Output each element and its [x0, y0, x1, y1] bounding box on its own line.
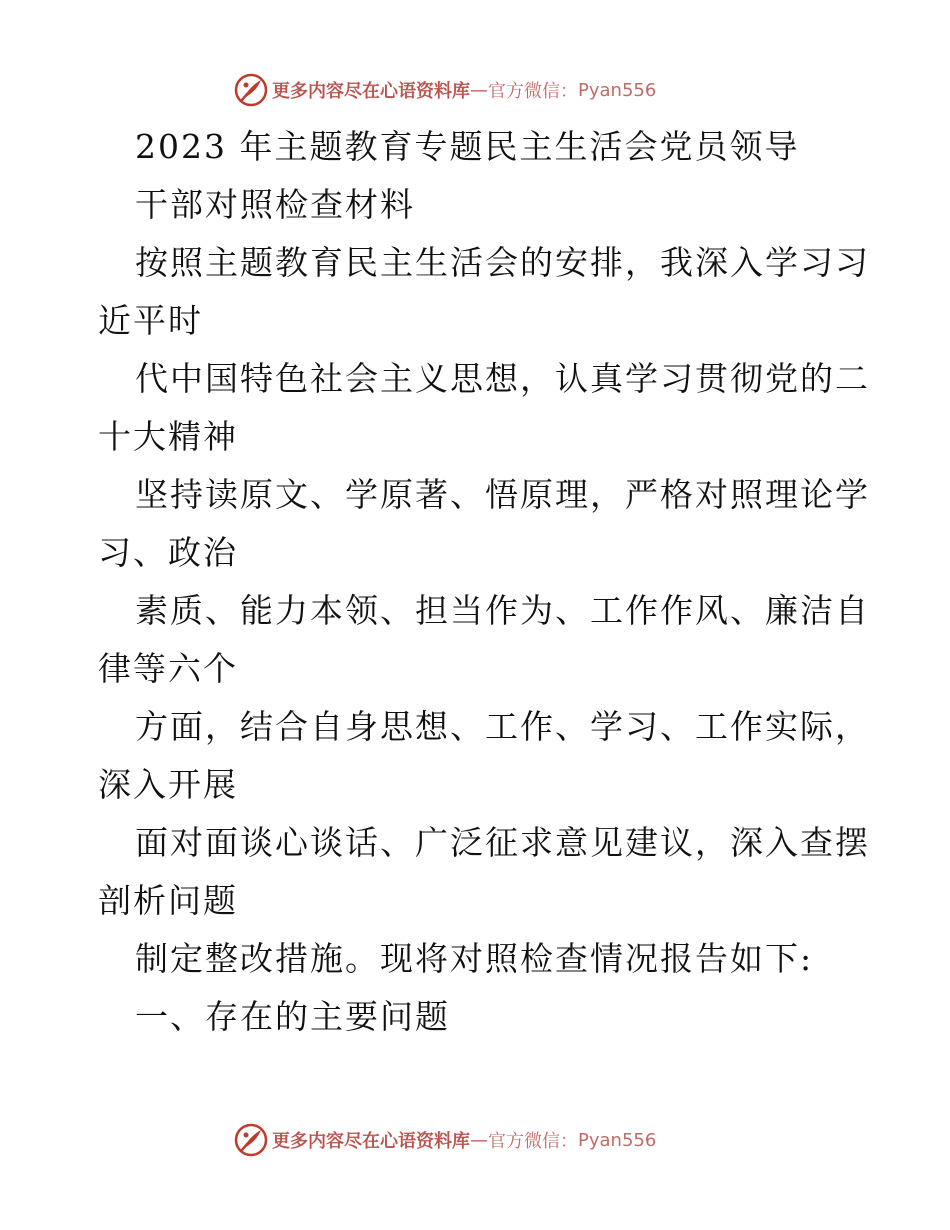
paragraph-line: 剖析问题 [98, 881, 238, 920]
watermark-wechat-id: Pyan556 [578, 1129, 657, 1151]
paragraph-line: 制定整改措施。现将对照检查情况报告如下: [135, 939, 814, 978]
watermark-dash: — [470, 79, 488, 101]
paragraph-line: 坚持读原文、学原著、悟原理，严格对照理论学 [135, 475, 870, 514]
paragraph-line: 方面，结合自身思想、工作、学习、工作实际， [135, 707, 870, 746]
watermark-title: 更多内容尽在心语资料库 [272, 1131, 470, 1152]
quill-logo-icon [234, 73, 268, 107]
paragraph-line: 代中国特色社会主义思想，认真学习贯彻党的二 [135, 359, 870, 398]
watermark-title: 更多内容尽在心语资料库 [272, 81, 470, 102]
watermark-wechat-label: 官方微信： [488, 81, 578, 102]
section-heading: 一、存在的主要问题 [135, 997, 450, 1036]
watermark-dash: — [470, 1129, 488, 1151]
quill-logo-icon [234, 1123, 268, 1157]
paragraph-line: 十大精神 [98, 417, 238, 456]
paragraph-line: 深入开展 [98, 765, 238, 804]
paragraph-line: 律等六个 [98, 649, 238, 688]
header-watermark [234, 72, 714, 108]
document-title-line-2: 干部对照检查材料 [135, 185, 415, 224]
document-title-line-1: 2023 年主题教育专题民主生活会党员领导 [135, 127, 800, 166]
watermark-wechat-label: 官方微信： [488, 1131, 578, 1152]
footer-watermark [234, 1122, 714, 1158]
watermark-wechat-id: Pyan556 [578, 79, 657, 101]
paragraph-line: 素质、能力本领、担当作为、工作作风、廉洁自 [135, 591, 870, 630]
paragraph-line: 面对面谈心谈话、广泛征求意见建议，深入查摆 [135, 823, 870, 862]
paragraph-line: 习、政治 [98, 533, 238, 572]
paragraph-line: 按照主题教育民主生活会的安排，我深入学习习 [135, 243, 870, 282]
paragraph-line: 近平时 [98, 301, 203, 340]
